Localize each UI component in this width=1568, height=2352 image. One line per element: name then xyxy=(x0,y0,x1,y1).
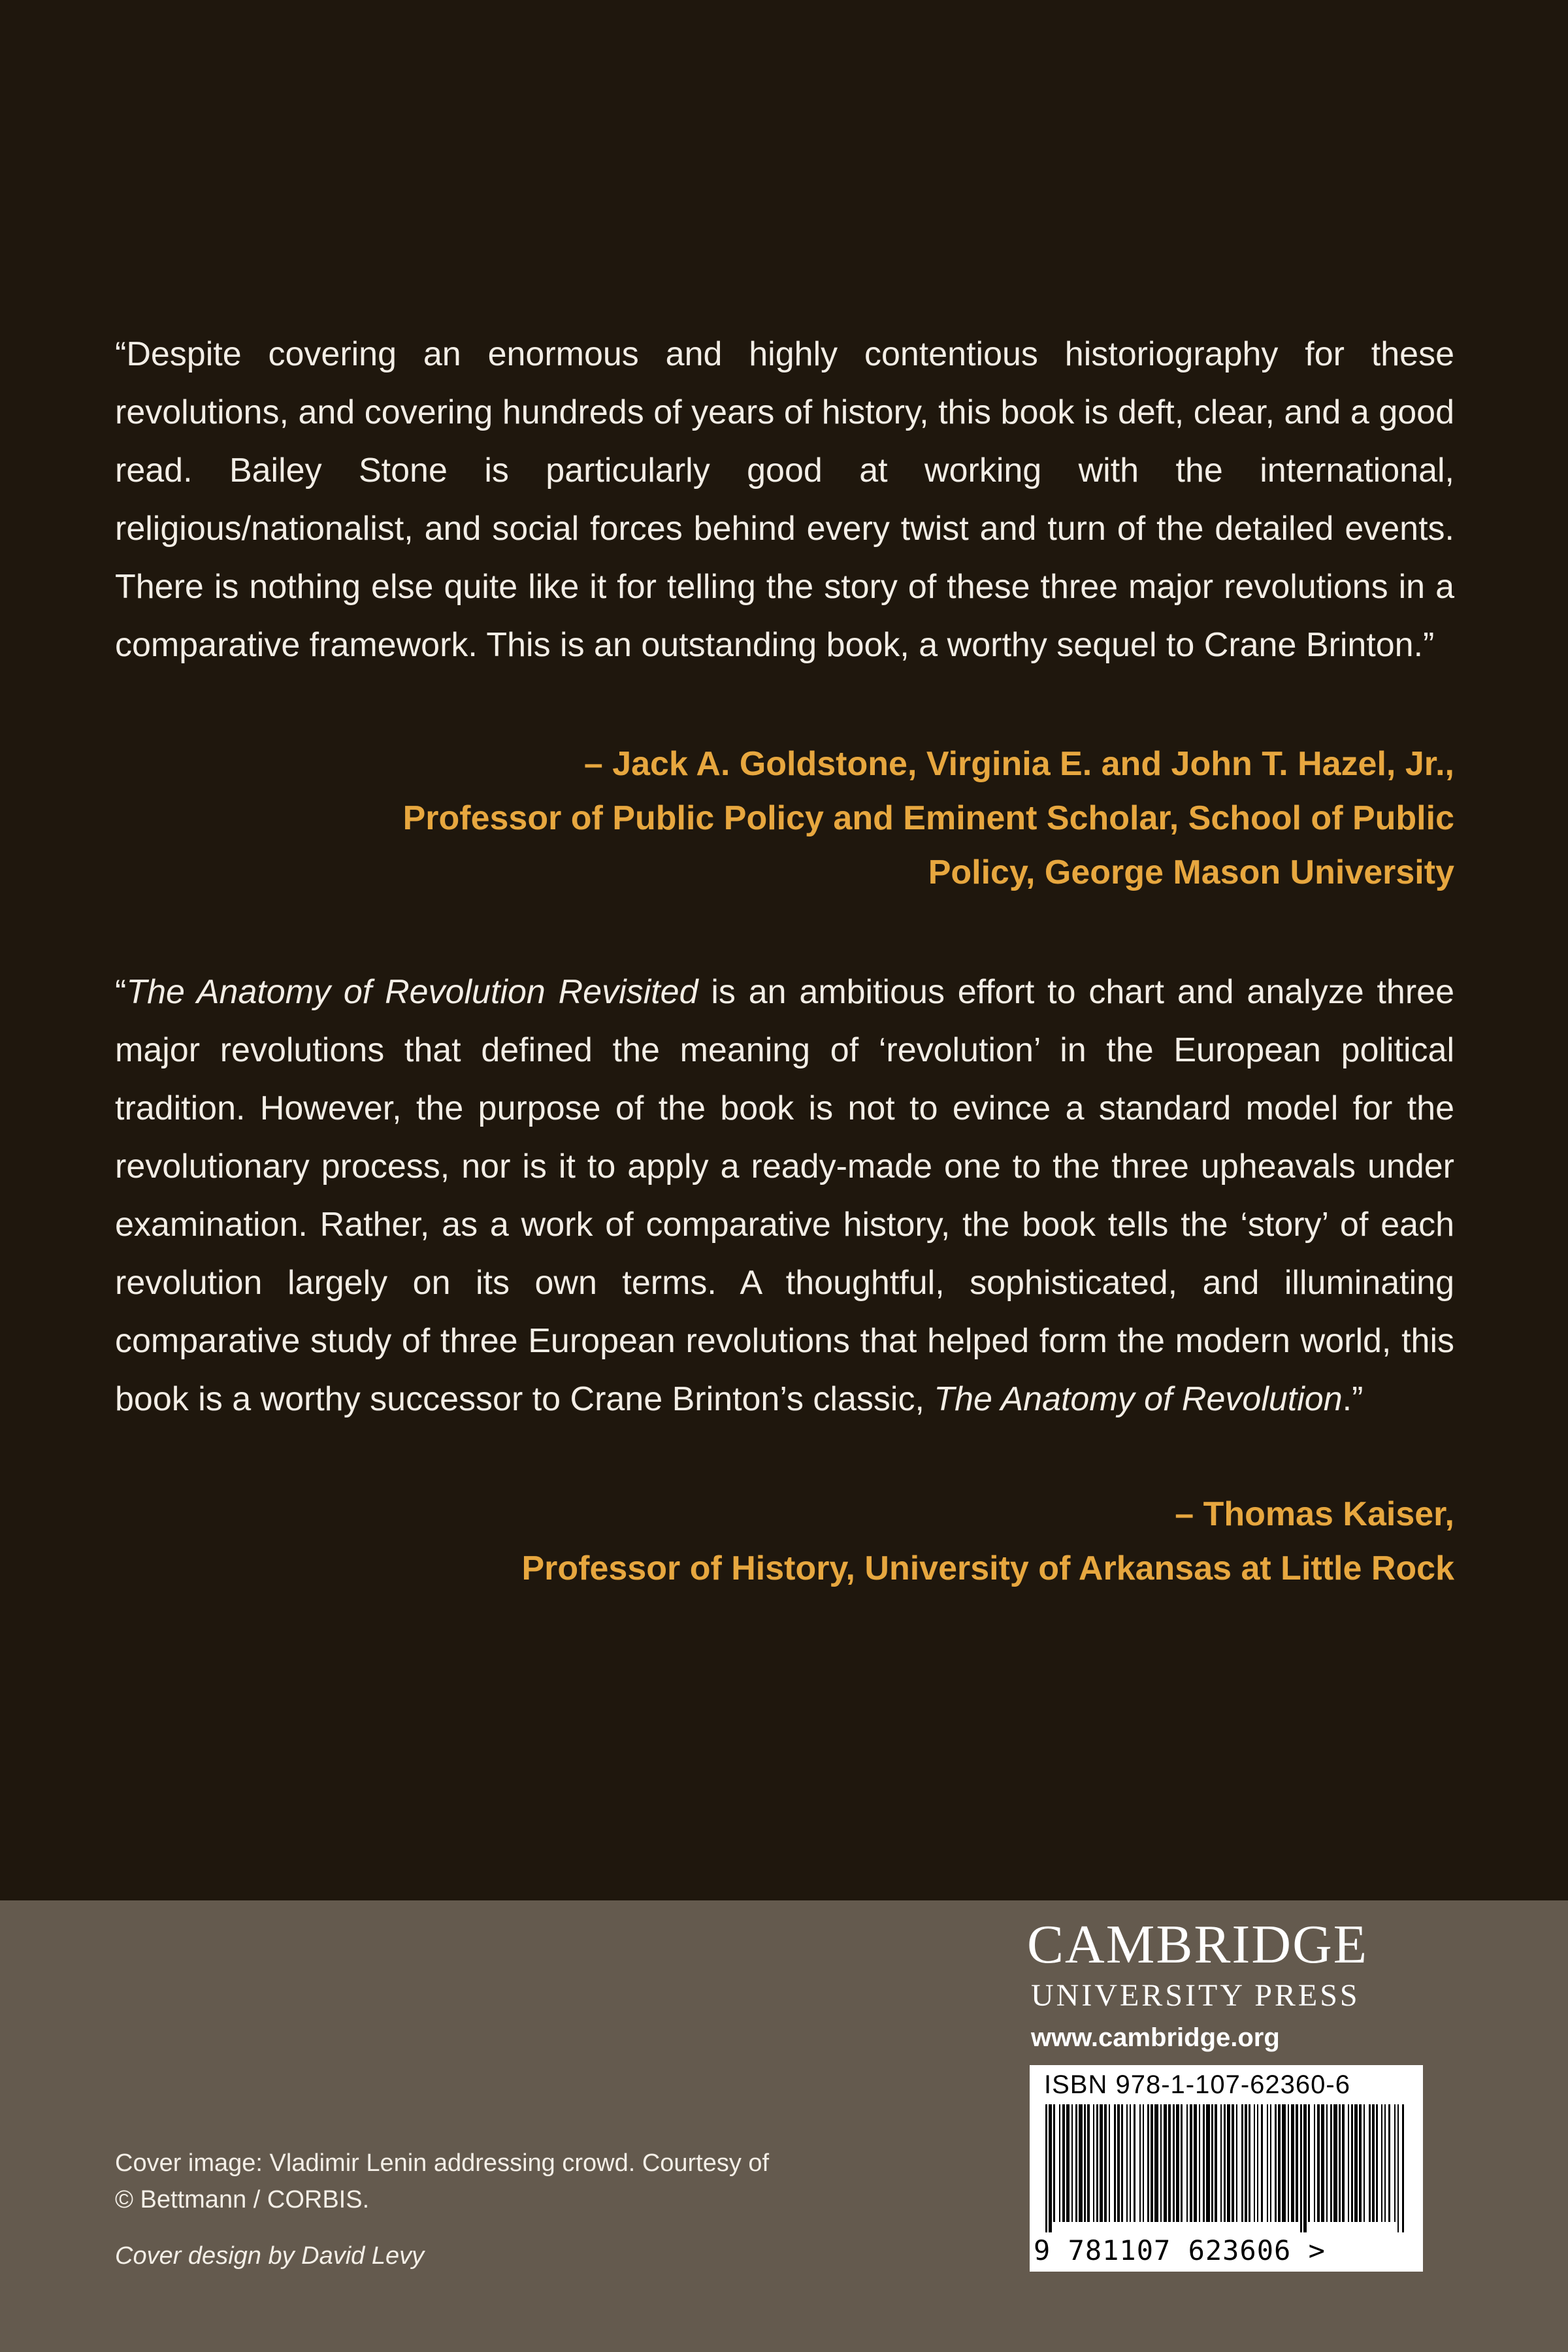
barcode-bar xyxy=(1053,2104,1055,2222)
publisher-url: www.cambridge.org xyxy=(1031,2023,1280,2052)
attribution-line: Policy, George Mason University xyxy=(928,853,1454,891)
barcode-bar xyxy=(1270,2104,1271,2222)
barcode-bar xyxy=(1096,2104,1098,2222)
barcode-bar xyxy=(1291,2104,1294,2222)
barcode-bar xyxy=(1194,2104,1197,2222)
barcode-bar xyxy=(1388,2104,1390,2222)
review-quote-2 xyxy=(115,963,1454,1429)
barcode-bar xyxy=(1308,2104,1310,2222)
barcode-bar xyxy=(1321,2104,1324,2222)
barcode-bar xyxy=(1117,2104,1120,2222)
barcode-bar xyxy=(1300,2104,1302,2232)
barcode-bar xyxy=(1381,2104,1382,2222)
barcode-bar xyxy=(1109,2104,1110,2222)
classic-title-italic: The Anatomy of Revolution xyxy=(934,1380,1343,1418)
barcode-bar xyxy=(1372,2104,1375,2222)
barcode-bar xyxy=(1376,2104,1378,2222)
barcode-bar xyxy=(1066,2104,1070,2222)
barcode-bar xyxy=(1215,2104,1217,2222)
barcode-bar xyxy=(1275,2104,1277,2222)
attribution-line: Professor of Public Policy and Eminent Scholar, School of Public xyxy=(402,799,1454,837)
barcode-bar xyxy=(1330,2104,1332,2222)
barcode-bar xyxy=(1348,2104,1349,2222)
barcode-bar xyxy=(1333,2104,1337,2222)
barcode-bar xyxy=(1359,2104,1362,2222)
barcode-bar xyxy=(1176,2104,1179,2222)
book-title-italic: The Anatomy of Revolution Revisited xyxy=(126,973,698,1011)
barcode-bar xyxy=(1126,2104,1128,2222)
barcode-bar xyxy=(1181,2104,1183,2222)
barcode-bar xyxy=(1045,2104,1047,2232)
barcode-bar xyxy=(1326,2104,1328,2222)
barcode-bar xyxy=(1364,2104,1365,2222)
barcode-bar xyxy=(1339,2104,1341,2222)
barcode-bar xyxy=(1147,2104,1149,2222)
barcode-bar xyxy=(1314,2104,1315,2222)
barcode-bar xyxy=(1130,2104,1131,2222)
barcode-bar xyxy=(1303,2104,1307,2232)
barcode-bar xyxy=(1282,2104,1286,2222)
barcode-bar xyxy=(1059,2104,1060,2222)
barcode-bar xyxy=(1190,2104,1192,2222)
review-attribution-1 xyxy=(148,737,1454,900)
cover-credits xyxy=(115,2145,769,2274)
quote-close-mark: .” xyxy=(1342,1380,1364,1418)
barcode-bars-graphic xyxy=(1043,2104,1409,2232)
barcode-bar xyxy=(1249,2104,1250,2222)
barcode-bar xyxy=(1232,2104,1234,2222)
barcode-bar xyxy=(1402,2104,1404,2232)
attribution-line: – Jack A. Goldstone, Virginia E. and John T. Hazel, Jr., xyxy=(583,745,1454,783)
review-attribution-2 xyxy=(148,1487,1454,1596)
barcode-bar xyxy=(1121,2104,1123,2222)
review-quote-1: “Despite covering an enormous and highly contentious historiography for these revolutions, and covering hundreds of years of history, this book is deft, clear, and a good read. Bailey Stone is particularly good at working with the international, religious/nationalist, and social forces behind every twist and turn of the detailed events. There is nothing else quite like it for telling the story of these three major revolutions in a comparative framework. This is an outstanding book, a worthy sequel to Crane Brinton.” xyxy=(115,335,1454,664)
cover-image-credit-line: © Bettmann / CORBIS. xyxy=(115,2186,370,2213)
barcode-bar xyxy=(1104,2104,1107,2222)
barcode-bar xyxy=(1397,2104,1399,2232)
barcode-bar xyxy=(1173,2104,1175,2222)
barcode-bar xyxy=(1351,2104,1353,2222)
barcode-bar xyxy=(1288,2104,1289,2222)
barcode-bar xyxy=(1369,2104,1371,2222)
barcode-bar xyxy=(1354,2104,1358,2222)
barcode-bar xyxy=(1186,2104,1188,2222)
barcode-bar xyxy=(1257,2104,1258,2222)
quote-open-mark: “ xyxy=(115,973,127,1011)
barcode-bar xyxy=(1211,2104,1213,2222)
barcode-bar xyxy=(1062,2104,1065,2222)
barcode-bar xyxy=(1245,2104,1247,2222)
isbn-barcode xyxy=(1030,2065,1423,2272)
barcode-bar xyxy=(1220,2104,1222,2222)
barcode-bar xyxy=(1071,2104,1073,2222)
barcode-bar xyxy=(1087,2104,1090,2222)
barcode-bar xyxy=(1384,2104,1386,2222)
barcode-bar xyxy=(1206,2104,1210,2222)
quote-body: is an ambitious effort to chart and analyze three major revolutions that defined the meaning of ‘revolution’ in the European political tradition. However, the purpose of the book is not to evince a standard model for the revolutionary process, nor is it to apply a ready-made one to the three upheavals under examination. Rather, as a work of comparative history, the book tells the ‘story’ of each revolution largely on its own terms. A thoughtful, sophisticated, and illuminating comparative study of three European revolutions that helped form the modern world, this book is a worthy successor to Crane Brinton’s classic, xyxy=(115,973,1455,1418)
barcode-bar xyxy=(1049,2104,1052,2232)
barcode-bar xyxy=(1342,2104,1345,2222)
barcode-bar xyxy=(1093,2104,1094,2222)
barcode-bar xyxy=(1160,2104,1162,2222)
barcode-bar xyxy=(1261,2104,1263,2222)
publisher-name: CAMBRIDGE xyxy=(1027,1914,1369,1975)
barcode-bar xyxy=(1151,2104,1153,2222)
barcode-bar xyxy=(1199,2104,1200,2222)
barcode-bar xyxy=(1278,2104,1281,2222)
barcode-bar xyxy=(1084,2104,1086,2222)
isbn-label: ISBN 978-1-107-62360-6 xyxy=(1044,2070,1350,2099)
barcode-bar xyxy=(1224,2104,1226,2222)
cover-image-credit-line: Cover image: Vladimir Lenin addressing crowd. Courtesy of xyxy=(115,2149,770,2177)
barcode-bar xyxy=(1241,2104,1243,2222)
barcode-bar xyxy=(1317,2104,1320,2222)
barcode-bar xyxy=(1203,2104,1205,2222)
barcode-bar xyxy=(1296,2104,1298,2222)
barcode-bar xyxy=(1075,2104,1077,2222)
barcode-bar xyxy=(1164,2104,1167,2222)
barcode-digits: 9 781107 623606 > xyxy=(1034,2234,1326,2266)
cover-design-credit: Cover design by David Levy xyxy=(115,2242,425,2270)
barcode-bar xyxy=(1079,2104,1083,2222)
barcode-bar xyxy=(1154,2104,1158,2222)
attribution-line: Professor of History, University of Arkansas at Little Rock xyxy=(521,1549,1454,1587)
barcode-bar xyxy=(1114,2104,1116,2222)
attribution-line: – Thomas Kaiser, xyxy=(1175,1495,1454,1533)
barcode-bar xyxy=(1168,2104,1171,2222)
barcode-bar xyxy=(1267,2104,1268,2222)
barcode-bar xyxy=(1134,2104,1135,2222)
publisher-logo xyxy=(1027,1913,1426,2057)
barcode-bar xyxy=(1254,2104,1255,2222)
publisher-press: UNIVERSITY PRESS xyxy=(1031,1978,1360,2013)
barcode-bar xyxy=(1227,2104,1230,2222)
barcode-bar xyxy=(1143,2104,1144,2222)
barcode-bar xyxy=(1100,2104,1103,2222)
barcode-bar xyxy=(1139,2104,1141,2222)
barcode-bar xyxy=(1394,2104,1396,2222)
barcode-bar xyxy=(1236,2104,1237,2222)
